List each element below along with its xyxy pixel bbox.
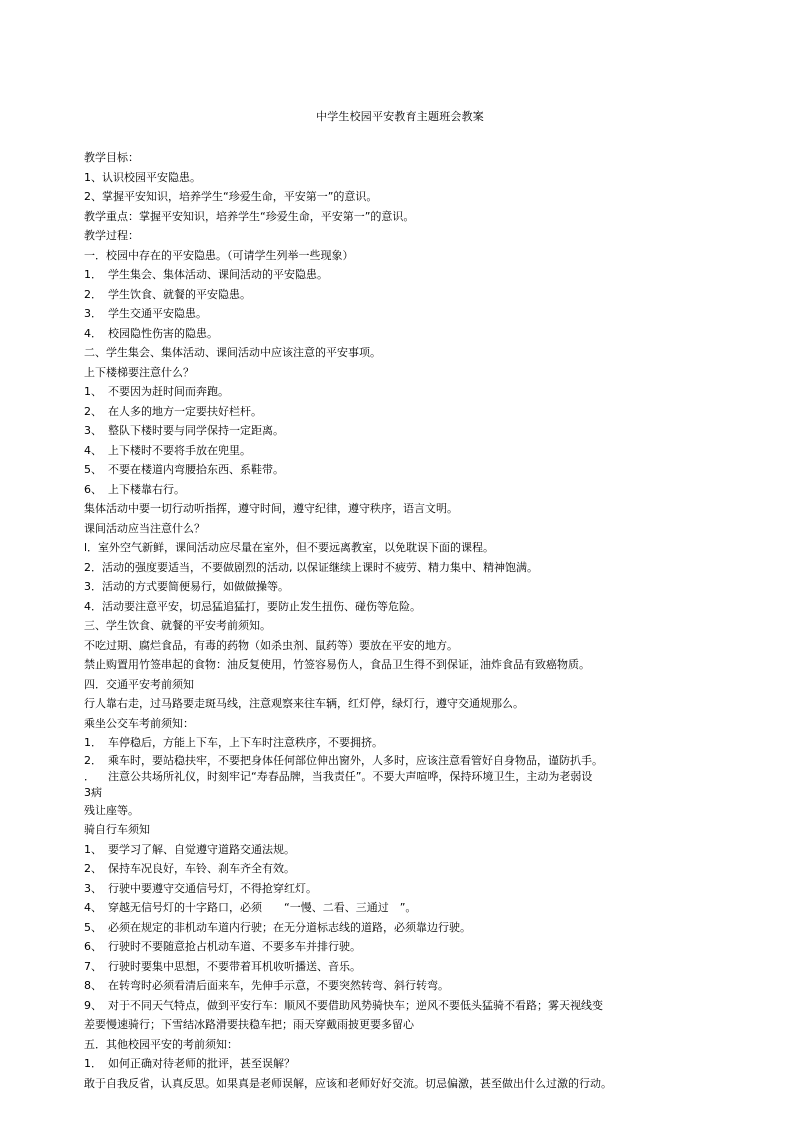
- line-number: 5、: [84, 463, 102, 476]
- text-line: [84, 441, 724, 461]
- line-number: 6、: [84, 940, 102, 953]
- text-line: [84, 616, 724, 636]
- line-text: 二、学生集会、集体活动、课间活动中应该注意的平安事项。: [84, 346, 381, 359]
- text-line: [84, 577, 724, 597]
- text-line: [84, 382, 724, 402]
- line-text: 差要慢速骑行；下雪结冰路滑要扶稳车把；雨天穿戴雨披更要多留心: [84, 1018, 414, 1031]
- line-number: 6、: [84, 482, 102, 496]
- text-line: [84, 859, 724, 879]
- text-line: [84, 168, 724, 188]
- line-number: 7、: [84, 959, 102, 973]
- line-number: 4．: [84, 326, 102, 340]
- text-line: [84, 402, 724, 422]
- line-number: 2．: [84, 287, 102, 301]
- line-text: 不要在楼道内弯腰拾东西、系鞋带。: [108, 463, 284, 476]
- line-text: 教学目标：: [84, 151, 139, 164]
- line-number: 3、: [84, 424, 102, 437]
- line-text: 上下楼梯要注意什么？: [84, 365, 194, 379]
- line-text: 2、掌握平安知识，培养学生“珍爱生命，平安第一”的意识。: [84, 190, 378, 203]
- line-text: 乘坐公交车考前须知：: [84, 716, 194, 730]
- text-line: [84, 733, 724, 753]
- line-number: 2、: [84, 862, 102, 875]
- text-line: [84, 538, 724, 558]
- text-line: [84, 187, 724, 207]
- text-line: [84, 324, 724, 344]
- line-text: 不吃过期、腐烂食品，有毒的药物（如杀虫剂、鼠药等）要放在平安的地方。: [84, 638, 458, 652]
- line-text: 对于不同天气特点，做到平安行车：顺风不要借助风势骑快车；逆风不要低头猛骑不看路；雾天视线变: [108, 998, 603, 1012]
- text-line: [84, 304, 724, 324]
- line-number: ．: [84, 769, 95, 783]
- line-number: 1、: [84, 385, 102, 398]
- line-text: 敢于自我反省，认真反思。如果真是老师误解，应该和老师好好交流。切忌偏激，甚至做出什么过激的行动。: [84, 1076, 612, 1090]
- line-text: 3病: [84, 785, 102, 799]
- line-text: 上下楼时不要将手放在兜里。: [108, 443, 251, 457]
- line-text: 整队下楼时要与同学保持一定距离。: [108, 424, 284, 437]
- line-text: 五．其他校园平安的考前须知：: [84, 1037, 238, 1051]
- line-number: 3．: [84, 307, 102, 320]
- text-line: [84, 785, 724, 801]
- line-text: 集体活动中要一切行动听指挥，遵守时间，遵守纪律，遵守秩序，语言文明。: [84, 502, 458, 515]
- text-line: [84, 265, 724, 285]
- line-text: 残让座等。: [84, 803, 139, 817]
- line-number: 1．: [84, 736, 102, 749]
- line-text: 2．活动的强度要适当，不要做剧烈的活动, 以保证继续上课时不疲劳、精力集中、精神饱满。: [84, 560, 538, 574]
- line-text: 穿越无信号灯的十字路口，必须 “一慢、二看、三通过 ”。: [108, 901, 417, 914]
- line-text: 课间活动应当注意什么？: [84, 521, 205, 535]
- text-line: [84, 421, 724, 441]
- line-text: 行驶中要遵守交通信号灯，不得抢穿红灯。: [108, 881, 317, 895]
- text-line: [84, 226, 724, 246]
- text-line: [84, 285, 724, 305]
- line-text: 乘车时，要站稳扶牢，不要把身体任何部位伸出窗外，人多时，应该注意看管好自身物品，谨防扒手。: [108, 753, 603, 767]
- line-text: 必须在规定的非机动车道内行驶；在无分道标志线的道路，必须靠边行驶。: [108, 920, 471, 934]
- text-line: [84, 957, 724, 977]
- text-line: [84, 558, 724, 578]
- line-number: 4、: [84, 443, 102, 457]
- line-number: 5、: [84, 920, 102, 934]
- line-text: 一．校园中存在的平安隐患。（可请学生列举一些现象）: [84, 248, 354, 262]
- line-number: 1、: [84, 842, 102, 856]
- text-line: [84, 597, 724, 617]
- line-text: 行驶时要集中思想，不要带着耳机收听播送、音乐。: [108, 959, 361, 973]
- line-text: 行驶时不要随意抢占机动车道、不要多车并排行驶。: [108, 940, 361, 953]
- text-line: [84, 1015, 724, 1035]
- line-text: 在人多的地方一定要扶好栏杆。: [108, 404, 262, 418]
- text-line: [84, 636, 724, 656]
- text-line: [84, 363, 724, 383]
- line-number: 3、: [84, 881, 102, 895]
- text-line: [84, 246, 724, 266]
- line-text: 上下楼靠右行。: [108, 482, 185, 496]
- line-number: 2．: [84, 753, 102, 767]
- line-text: 1、认识校园平安隐患。: [84, 170, 201, 184]
- text-line: [84, 499, 724, 519]
- line-text: 学生交通平安隐患。: [108, 307, 207, 320]
- line-text: 车停稳后，方能上下车，上下车时注意秩序，不要拥挤。: [108, 736, 383, 749]
- line-text: 禁止购置用竹签串起的食物：油反复使用，竹签容易伤人，食品卫生得不到保证，油炸食品有致癌物质。: [84, 658, 590, 671]
- line-text: 校园隐性伤害的隐患。: [108, 326, 218, 340]
- line-text: 保持车况良好，车铃、刹车齐全有效。: [108, 862, 295, 875]
- text-line: [84, 519, 724, 539]
- text-line: [84, 460, 724, 480]
- text-line: [84, 148, 724, 168]
- line-number: 8、: [84, 979, 102, 992]
- line-number: 4、: [84, 901, 102, 914]
- text-line: [84, 675, 724, 695]
- text-line: [84, 1074, 724, 1094]
- text-line: [84, 1054, 724, 1074]
- text-line: [84, 343, 724, 363]
- line-text: 要学习了解、自觉遵守道路交通法规。: [108, 842, 295, 856]
- document-title: 中学生校园平安教育主题班会教案: [316, 110, 484, 123]
- line-text: 骑自行车须知: [84, 823, 150, 836]
- line-text: 学生饮食、就餐的平安隐患。: [108, 287, 251, 301]
- text-line: [84, 937, 724, 957]
- line-text: 4．活动要注意平安，切忌猛追猛打，要防止发生扭伤、碰伤等危险。: [84, 599, 421, 613]
- line-text: 3．活动的方式要简便易行，如做做操等。: [84, 580, 289, 593]
- line-number: 2、: [84, 404, 102, 418]
- line-number: 9、: [84, 998, 102, 1012]
- line-text: 教学重点：掌握平安知识，培养学生“珍爱生命，平安第一”的意识。: [84, 209, 415, 223]
- text-line: [84, 918, 724, 938]
- line-text: 如何正确对待老师的批评，甚至误解？: [108, 1057, 295, 1070]
- line-text: 不要因为赶时间而奔跑。: [108, 385, 229, 398]
- text-line: [84, 655, 724, 675]
- line-number: 1．: [84, 268, 102, 281]
- text-line: [84, 840, 724, 860]
- line-text: 在转弯时必须看清后面来车，先伸手示意，不要突然转弯、斜行转弯。: [108, 979, 449, 992]
- line-text: 学生集会、集体活动、课间活动的平安隐患。: [108, 268, 328, 281]
- text-line: [84, 879, 724, 899]
- document-body: [84, 148, 724, 1093]
- text-line: [84, 694, 724, 714]
- text-line: [84, 898, 724, 918]
- text-line: [84, 480, 724, 500]
- text-line: [84, 1035, 724, 1055]
- line-text: 三、学生饮食、就餐的平安考前须知。: [84, 619, 271, 632]
- line-text: 注意公共场所礼仪，时刻牢记“寿春品牌，当我责任”。不要大声喧哗，保持环境卫生，主动为老弱设: [108, 769, 593, 783]
- text-line: [84, 769, 724, 785]
- text-line: [84, 714, 724, 734]
- line-number: 1．: [84, 1057, 102, 1070]
- line-text: 教学过程：: [84, 229, 139, 242]
- line-text: 四．交通平安考前须知: [84, 677, 194, 691]
- line-text: l．室外空气新鲜，课间活动应尽量在室外，但不要远离教室，以免耽误下面的课程。: [84, 541, 495, 554]
- text-line: [84, 753, 724, 769]
- text-line: [84, 801, 724, 821]
- line-text: 行人靠右走，过马路要走斑马线，注意观察来往车辆，红灯停，绿灯行，遵守交通规那么。: [84, 697, 524, 710]
- text-line: [84, 976, 724, 996]
- text-line: [84, 207, 724, 227]
- text-line: [84, 996, 724, 1016]
- text-line: [84, 820, 724, 840]
